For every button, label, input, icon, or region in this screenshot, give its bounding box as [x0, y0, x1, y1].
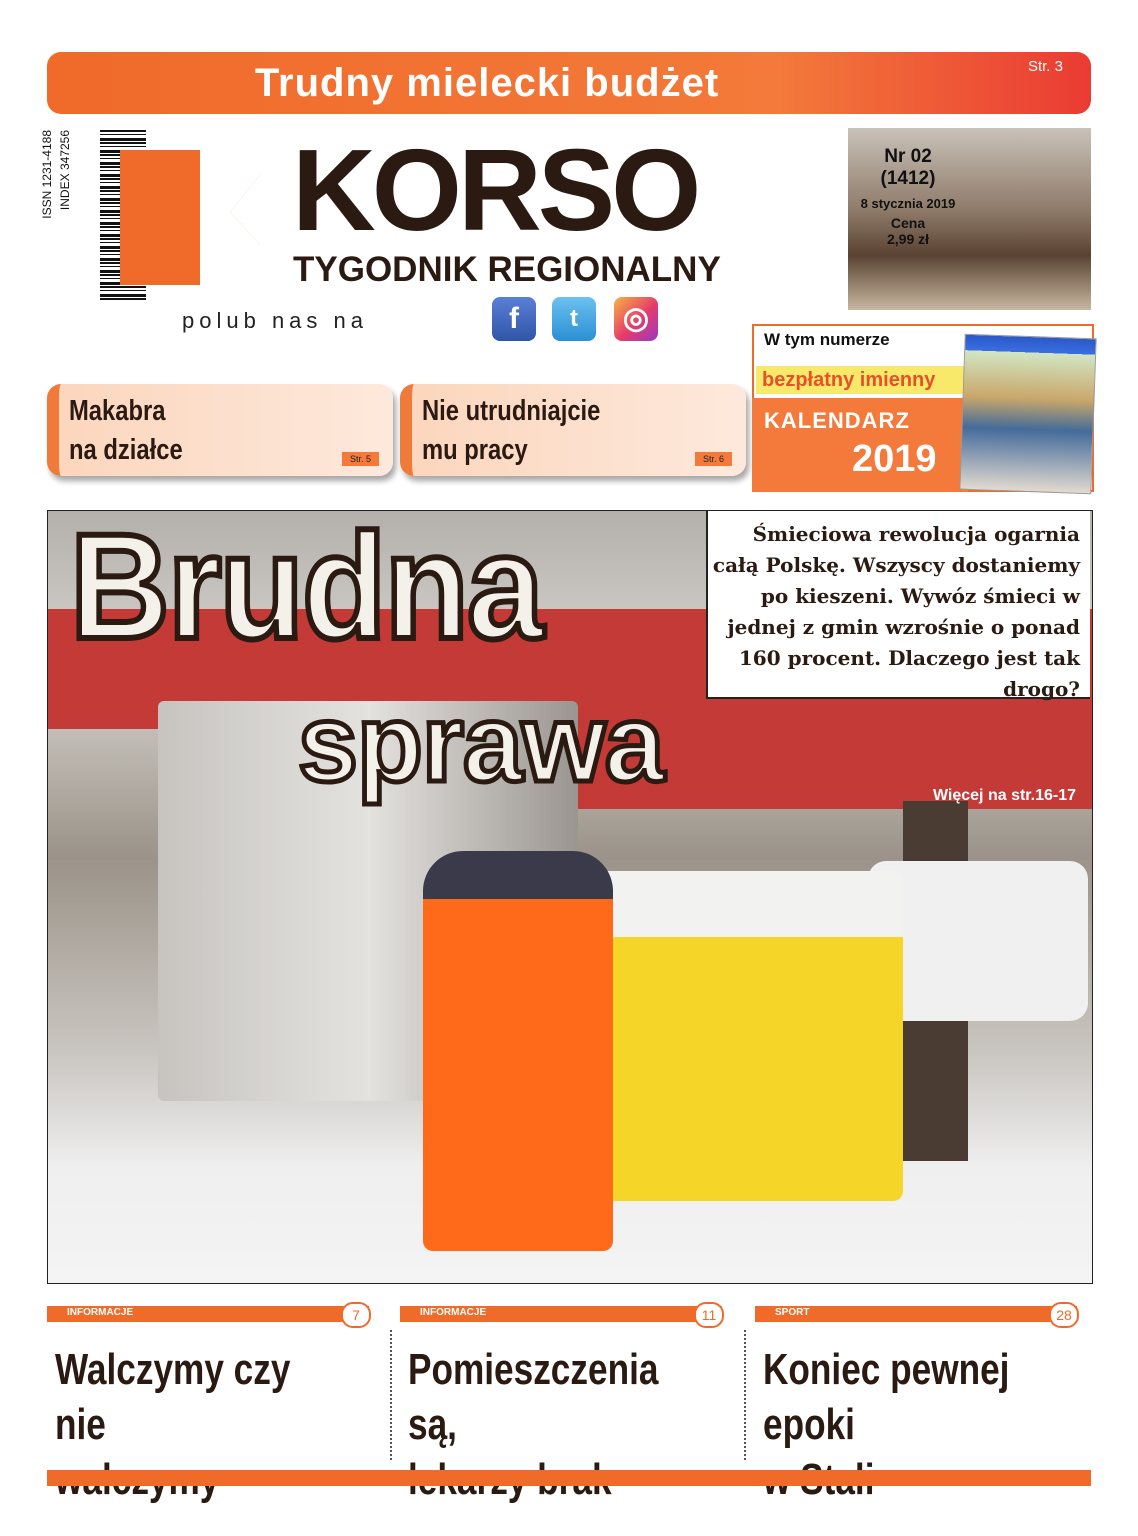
column-informacje-7[interactable] [47, 1306, 381, 1456]
calendar-promo[interactable] [752, 324, 1094, 494]
hero-cover-story[interactable] [47, 510, 1093, 1284]
column-informacje-11[interactable] [400, 1306, 734, 1456]
teaser-card-nie-utrudniajcie[interactable] [400, 384, 746, 476]
issue-number: Nr 02 [884, 146, 932, 167]
column-title-line1: Walczymy czy nie [55, 1345, 291, 1449]
teaser-title [69, 392, 364, 470]
column-title-line1: Pomieszczenia są, [408, 1345, 659, 1449]
top-page-ref: Str. 3 [1027, 58, 1063, 75]
calendar-label: KALENDARZ [764, 408, 910, 433]
teaser-title [422, 392, 717, 470]
column-sport-28[interactable] [755, 1306, 1089, 1456]
twitter-icon[interactable]: t [552, 297, 596, 341]
column-page-badge: 11 [694, 1302, 724, 1328]
logo-cut-top [200, 150, 260, 212]
korso-logo-mark [120, 150, 260, 285]
hero-lead-text: Śmieciowa rewolucja ogarnia całą Polskę. Wszyscy dostaniemy po kieszeni. Wywóz śmieci w jednej z gmin wzrośnie o ponad 160 procent. Dlaczego jest tak drogo? [712, 522, 1080, 701]
teaser-card-makabra[interactable] [47, 384, 393, 476]
issue-price-label: Cena [890, 215, 926, 231]
teaser-page-ref: Str. 5 [342, 452, 379, 466]
hero-more-link[interactable]: Więcej na str.16-17 [932, 787, 1076, 804]
instagram-icon[interactable]: ◎ [614, 297, 658, 341]
column-category: INFORMACJE [67, 1307, 134, 1318]
logo-wordmark[interactable]: KORSO [292, 125, 698, 255]
column-category: INFORMACJE [420, 1307, 487, 1318]
hero-lead-box [706, 511, 1090, 699]
teaser-title-line2: na działce [69, 434, 183, 466]
follow-us-text: polub nas na [182, 308, 368, 333]
column-category: SPORT [775, 1307, 810, 1318]
calendar-intro: W tym numerze [764, 330, 890, 349]
facebook-icon[interactable]: f [492, 297, 536, 341]
issue-info [858, 146, 958, 247]
bottom-rule [47, 1470, 1091, 1486]
top-headline: Trudny mielecki budżet [254, 61, 720, 105]
column-page-badge: 7 [341, 1302, 371, 1328]
teaser-title-line1: Makabra [69, 395, 166, 427]
logo-cut-bottom [200, 212, 260, 285]
column-title-line1: Koniec pewnej epoki [763, 1345, 1010, 1449]
teaser-title-line1: Nie utrudniajcie [422, 395, 601, 427]
calendar-year: 2019 [852, 438, 937, 480]
column-divider [390, 1330, 392, 1460]
calendar-free-label: bezpłatny imienny [756, 366, 966, 394]
yellow-bin-image [573, 871, 903, 1201]
issue-price: 2,99 zł [886, 231, 930, 247]
hero-title-line1: Brudna [70, 510, 542, 670]
masthead-subtitle: TYGODNIK REGIONALNY [293, 250, 721, 289]
top-banner[interactable] [47, 52, 1091, 114]
column-page-badge: 28 [1049, 1302, 1079, 1328]
calendar-thumbnail [959, 334, 1096, 495]
issue-date: 8 stycznia 2019 [860, 196, 956, 211]
teaser-page-ref: Str. 6 [695, 452, 732, 466]
worker-image [423, 851, 613, 1251]
index-text: INDEX 347256 [58, 130, 72, 211]
teaser-title-line2: mu pracy [422, 434, 528, 466]
column-divider [744, 1330, 746, 1460]
issn-text: ISSN 1231-4188 [40, 130, 54, 219]
issn-barcode-block [40, 130, 120, 300]
issue-sequence: (1412) [880, 168, 936, 189]
hero-title-line2: sprawa [298, 682, 664, 805]
